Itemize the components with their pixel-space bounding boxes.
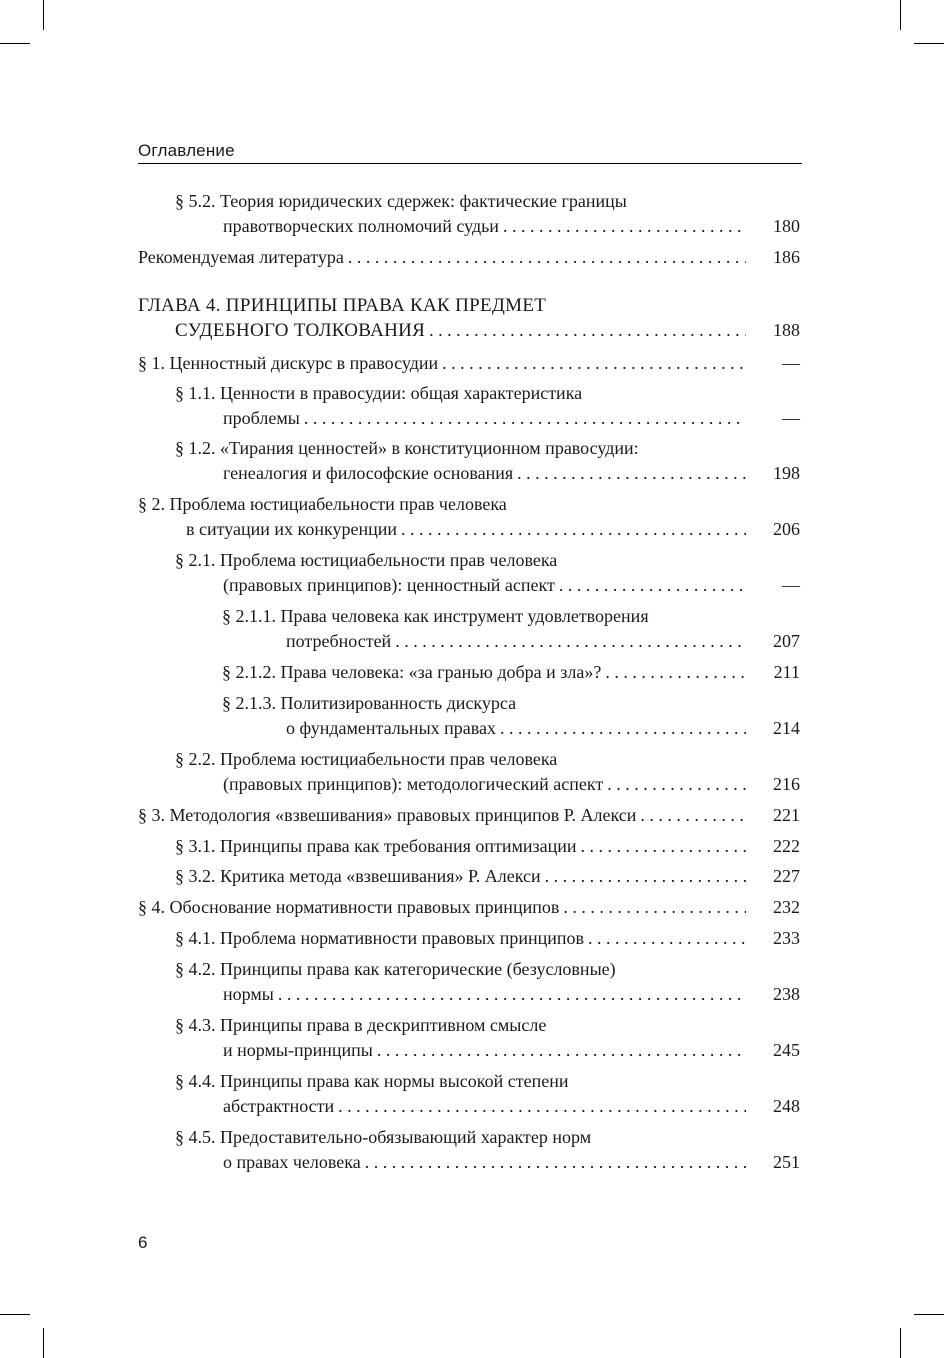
entry-title: Рекомендуемая литература — [138, 247, 344, 267]
page-number: 211 — [773, 662, 800, 682]
page-number: 198 — [773, 463, 800, 483]
page-number: 180 — [773, 216, 800, 236]
leader-dots — [348, 245, 746, 270]
leader-dots — [503, 214, 746, 239]
page-number: 186 — [773, 247, 800, 267]
page-number: 206 — [773, 519, 800, 539]
page-number: 214 — [773, 718, 800, 738]
entry-title: § 1.1. Ценности в правосудии: общая характеристика — [175, 383, 583, 403]
entry-title: § 2.1.1. Права человека как инструмент удовлетворения — [222, 606, 649, 626]
leader-dots — [401, 517, 746, 542]
entry-title: § 1.2. «Тирания ценностей» в конституционном правосудии: — [175, 438, 639, 458]
leader-dots — [377, 1038, 746, 1063]
entry-title: § 5.2. Теория юридических сдержек: фактические границы — [175, 191, 627, 211]
page-number: 251 — [773, 1152, 800, 1172]
page-number: 232 — [773, 897, 800, 917]
entry-title-cont: потребностей — [286, 631, 392, 651]
entry-title: § 2. Проблема юстициабельности прав человека — [138, 494, 507, 514]
entry-title: § 4.2. Принципы права как категорические (безусловные) — [175, 959, 616, 979]
leader-dots — [517, 461, 746, 486]
page-number: 227 — [773, 866, 800, 886]
page-number: 207 — [773, 631, 800, 651]
page-number: 188 — [773, 320, 800, 340]
page-number: 238 — [773, 984, 800, 1004]
entry-title-cont: генеалогия и философские основания — [223, 463, 514, 483]
page-number: 216 — [773, 774, 800, 794]
entry-title: § 2.2. Проблема юстициабельности прав человека — [175, 749, 558, 769]
entry-title-cont: в ситуации их конкуренции — [186, 519, 398, 539]
page-number: — — [782, 575, 800, 595]
entry-title-cont: о правах человека — [223, 1152, 361, 1172]
entry-title: § 4.4. Принципы права как нормы высокой степени — [175, 1071, 569, 1091]
entry-title: § 3.1. Принципы права как требования оптимизации — [175, 836, 577, 856]
entry-title: § 4. Обоснование нормативности правовых принципов — [138, 897, 560, 917]
leader-dots — [545, 864, 746, 889]
entry-title-cont: нормы — [223, 984, 274, 1004]
page-number: 221 — [773, 805, 800, 825]
entry-title: § 1. Ценностный дискурс в правосудии — [138, 353, 439, 373]
entry-title-cont: (правовых принципов): ценностный аспект — [223, 575, 555, 595]
leader-dots — [607, 772, 746, 797]
leader-dots — [429, 318, 746, 343]
leader-dots — [640, 803, 746, 828]
page-folio: 6 — [138, 1233, 148, 1252]
entry-title: § 2.1.3. Политизированность дискурса — [222, 693, 517, 713]
leader-dots — [581, 834, 746, 859]
leader-dots — [559, 573, 746, 598]
entry-title: § 4.1. Проблема нормативности правовых принципов — [175, 928, 585, 948]
entry-title-cont: (правовых принципов): методологический аспект — [223, 774, 604, 794]
leader-dots — [278, 982, 746, 1007]
leader-dots — [304, 406, 746, 431]
leader-dots — [563, 895, 746, 920]
leader-dots — [338, 1094, 746, 1119]
entry-title-cont: правотворческих полномочий судьи — [223, 216, 499, 236]
leader-dots — [442, 351, 746, 376]
entry-title-cont: и нормы-принципы — [223, 1040, 373, 1060]
chapter-title-cont: СУДЕБНОГО ТОЛКОВАНИЯ — [175, 320, 426, 341]
page-number: — — [782, 353, 800, 373]
chapter-title: ГЛАВА 4. ПРИНЦИПЫ ПРАВА КАК ПРЕДМЕТ — [138, 295, 547, 316]
entry-title: § 2.1.2. Права человека: «за гранью добра и зла»? — [222, 662, 602, 682]
entry-title: § 4.3. Принципы права в дескриптивном смысле — [175, 1015, 547, 1035]
page-number: 245 — [773, 1040, 800, 1060]
entry-title-cont: проблемы — [223, 408, 300, 428]
entry-title: § 2.1. Проблема юстициабельности прав человека — [175, 550, 558, 570]
leader-dots — [395, 629, 746, 654]
entry-title-cont: абстрактности — [223, 1096, 335, 1116]
entry-title-cont: о фундаментальных правах — [286, 718, 497, 738]
leader-dots — [365, 1150, 746, 1175]
running-head: Оглавление — [138, 141, 235, 160]
page-number: 222 — [773, 836, 800, 856]
leader-dots — [605, 660, 746, 685]
page-number: — — [782, 408, 800, 428]
entry-title: § 4.5. Предоставительно-обязывающий характер норм — [175, 1127, 592, 1147]
entry-title: § 3.2. Критика метода «взвешивания» Р. Алекси — [175, 866, 541, 886]
entry-title: § 3. Методология «взвешивания» правовых принципов Р. Алекси — [138, 805, 637, 825]
leader-dots — [588, 926, 746, 951]
page-number: 248 — [773, 1096, 800, 1116]
page-number: 233 — [773, 928, 800, 948]
leader-dots — [500, 716, 746, 741]
